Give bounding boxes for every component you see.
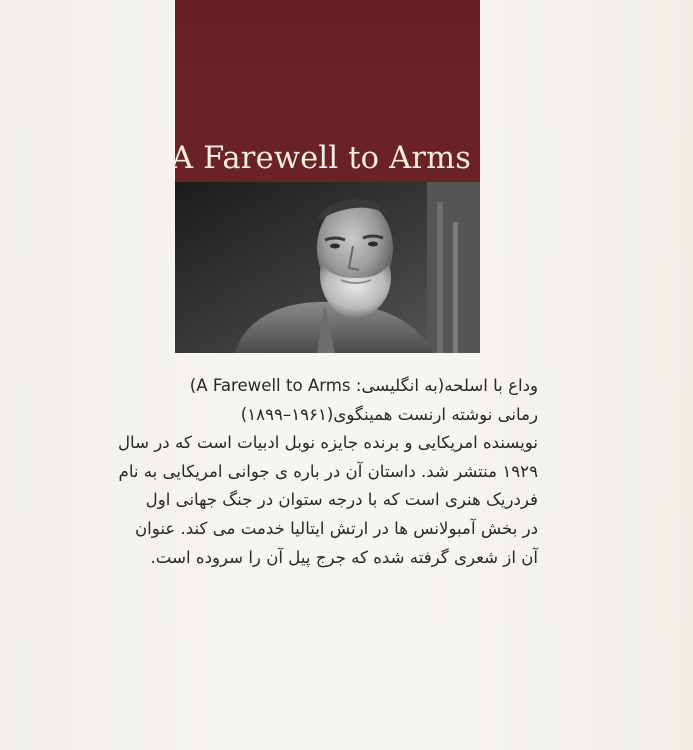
description-line-3: نویسنده امریکایی و برنده جایزه نوبل ادبیات است که در سال — [117, 433, 538, 453]
description-line-2: رمانی نوشته ارنست همینگوی(۱۹۶۱–۱۸۹۹) — [240, 404, 538, 424]
book-title: A Farewell to Arms — [171, 141, 472, 176]
description-line-6: در بخش آمبولانس ها در ارتش ایتالیا خدمت می کند. عنوان — [134, 518, 538, 538]
book-description — [116, 372, 538, 572]
author-photo — [175, 182, 480, 353]
description-line-5: فردریک هنری است که با درجه ستوان در جنگ جهانی اول — [145, 490, 538, 510]
description-line-7: آن از شعری گرفته شده که جرج پیل آن را سروده است. — [150, 547, 538, 567]
description-line-1: وداع با اسلحه(به انگلیسی: A Farewell to Arms) — [189, 376, 538, 395]
description-line-4: ۱۹۲۹ منتشر شد. داستان آن در باره ی جوانی امریکایی به نام — [118, 461, 538, 481]
author-photo-image — [175, 182, 480, 353]
